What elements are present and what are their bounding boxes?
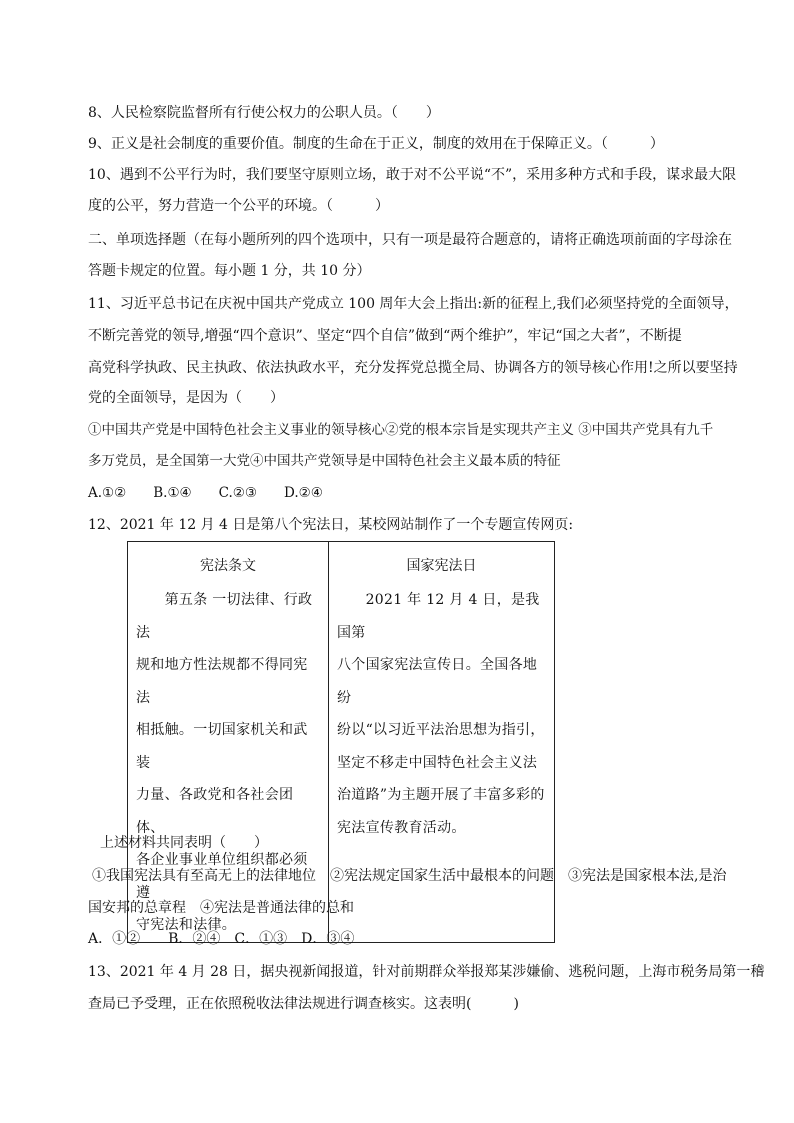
question-13-line-1: 13、2021 年 4 月 28 日，据央视新闻报道，针对前期群众举报郑某涉嫌偷、逃税问题，上海市税务局第一稽 [88,964,765,980]
question-9: 9、正义是社会制度的重要价值。制度的生命在于正义，制度的效用在于保障正义。（ ） [88,136,664,152]
table-right-title: 国家宪法日 [406,558,477,574]
question-11-line-4: 党的全面领导，是因为（ ） [88,390,284,406]
table-left-body: 第五条 一切法律、行政法 规和地方性法规都不得同宪法 相抵触。一切国家机关和武装 力量、各政党和各社会团体、 各企业事业单位组织都必须遵 守宪法和法律。 [136,592,313,933]
section-2-heading-line-1: 二、单项选择题（在每小题所列的四个选项中，只有一项是最符合题意的，请将正确选项前面的字母涂在 [88,232,732,248]
table-left-title: 宪法条文 [200,558,256,574]
question-12-choices: A．①② B．②④ C．①③ D．③④ [88,931,355,947]
question-11-line-1: 11、习近平总书记在庆祝中国共产党成立 100 周年大会上指出:新的征程上,我们必须坚持党的全面领导， [88,296,739,312]
question-11-choices: A.①② B.①④ C.②③ D.②④ [88,485,323,501]
table-right-body: 2021 年 12 月 4 日，是我国第 八个国家宪法宣传日。全国各地纷 纷以“以习近平法治思想为指引， 坚定不移走中国特色社会主义法 治道路”为主题开展了丰富多彩的 宪法宣传教育活动。 [337,592,545,836]
question-11-line-3: 高党科学执政、民主执政、依法执政水平，充分发挥党总揽全局、协调各方的领导核心作用!之所以要坚持 [88,360,738,376]
question-12-stem: 上述材料共同表明（ ） [100,835,268,851]
question-13-line-2: 查局已予受理，正在依照税收法律法规进行调查核实。这表明( ) [88,996,519,1012]
question-11-line-2: 不断完善党的领导,增强“四个意识”、坚定“四个自信”做到“两个维护”，牢记“国之大者”，不断提 [88,328,682,344]
question-12-options-line-2: 国安邦的总章程 ④宪法是普通法律的总和 [88,900,354,916]
question-8: 8、人民检察院监督所有行使公权力的公职人员。（ ） [88,105,440,121]
question-10-line-1: 10、遇到不公平行为时，我们要坚守原则立场，敢于对不公平说“不”，采用多种方式和手段，谋求最大限 [88,167,737,183]
section-2-heading-line-2: 答题卡规定的位置。每小题 1 分，共 10 分） [88,263,371,279]
question-12-options-line-1: ①我国宪法具有至高无上的法律地位 ②宪法规定国家生活中最根本的问题 ③宪法是国家根本法,是治 [92,868,727,884]
question-11-options-line-1: ①中国共产党是中国特色社会主义事业的领导核心②党的根本宗旨是实现共产主义 ③中国共产党具有九千 [88,422,714,438]
question-11-options-line-2: 多万党员，是全国第一大党④中国共产党领导是中国特色社会主义最本质的特征 [88,453,561,469]
question-12: 12、2021 年 12 月 4 日是第八个宪法日，某校网站制作了一个专题宣传网页: [88,517,574,533]
question-10-line-2: 度的公平，努力营造一个公平的环境。（ ） [88,198,389,214]
